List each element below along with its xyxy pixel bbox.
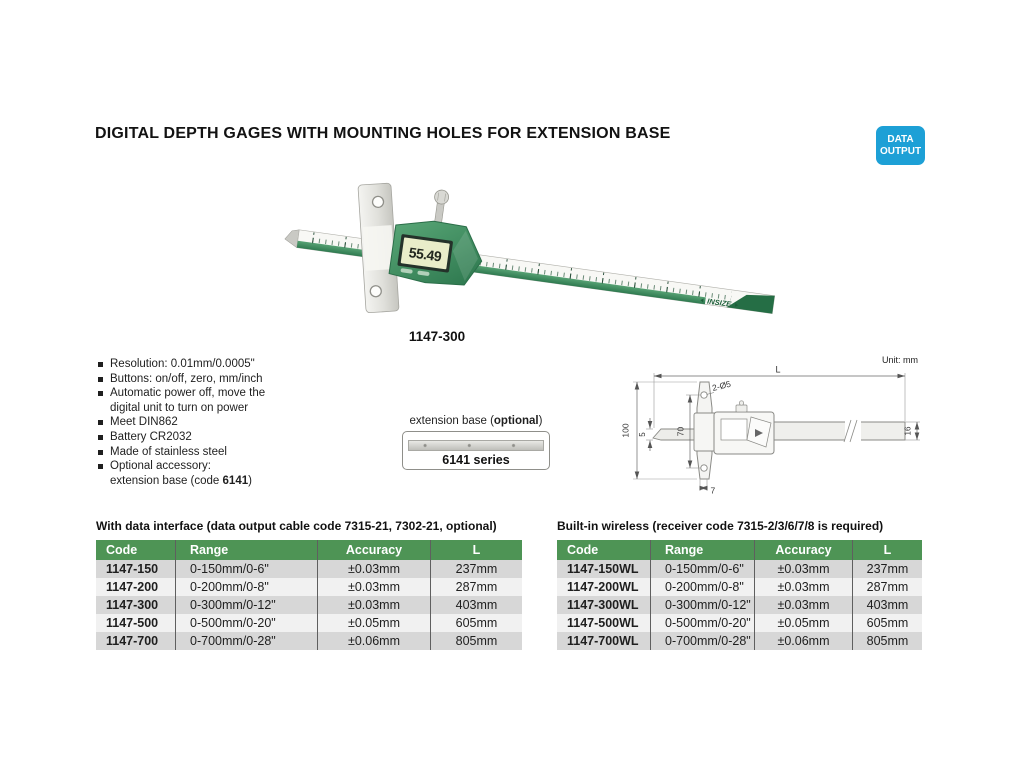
- feature-text: Automatic power off, move the: [110, 387, 266, 400]
- table-cell: ±0.03mm: [754, 578, 852, 596]
- dimension-label-5: 5: [638, 432, 647, 437]
- feature-text: Battery CR2032: [110, 430, 192, 443]
- table-cell: 237mm: [430, 560, 522, 578]
- feature-item: [98, 415, 338, 430]
- feature-text-continued: digital unit to turn on power: [110, 401, 249, 414]
- table-cell: 1147-500: [96, 614, 175, 632]
- column-header: Accuracy: [754, 540, 852, 560]
- table-cell: 1147-200: [96, 578, 175, 596]
- table-cell: 0-150mm/0-6": [650, 560, 754, 578]
- bullet-icon: [98, 450, 103, 455]
- column-header: Accuracy: [317, 540, 430, 560]
- page-title: DIGITAL DEPTH GAGES WITH MOUNTING HOLES FOR EXTENSION BASE: [95, 125, 671, 142]
- table-cell: 0-150mm/0-6": [175, 560, 317, 578]
- table-cell: 805mm: [430, 632, 522, 650]
- extension-label-text: extension base (: [409, 415, 494, 427]
- table-cell: 237mm: [852, 560, 922, 578]
- bullet-icon: [98, 377, 103, 382]
- column-header: Code: [557, 540, 650, 560]
- spec-table-wireless: [557, 540, 922, 650]
- dimension-label-70: 70: [675, 426, 686, 437]
- thumb-wheel: [434, 189, 450, 205]
- table-cell: 0-700mm/0-28": [175, 632, 317, 650]
- feature-code-bold: 6141: [222, 474, 249, 487]
- feature-text: extension base (code: [110, 474, 223, 487]
- bullet-icon: [98, 420, 103, 425]
- table-cell: ±0.03mm: [317, 578, 430, 596]
- table-cell: 1147-150: [96, 560, 175, 578]
- table-cell: 1147-700WL: [557, 632, 650, 650]
- bullet-icon: [98, 464, 103, 469]
- column-header: L: [852, 540, 922, 560]
- product-photo: [280, 170, 820, 350]
- feature-item: [98, 372, 338, 387]
- data-output-badge: [876, 126, 925, 165]
- table-cell: 0-500mm/0-20": [175, 614, 317, 632]
- product-model-caption: 1147-300: [408, 329, 466, 344]
- drawing-unit-label: Unit: mm: [882, 355, 918, 365]
- drawing-hole-bottom: [701, 465, 707, 471]
- table-cell: ±0.05mm: [317, 614, 430, 632]
- dimension-label-L: L: [775, 364, 781, 375]
- mounting-hole-bottom: [370, 285, 382, 297]
- table-title-data-interface: With data interface (data output cable code 7315-21, 7302-21, optional): [96, 519, 497, 533]
- mounting-hole-top: [372, 196, 384, 208]
- column-header: Range: [175, 540, 317, 560]
- table-cell: 0-300mm/0-12": [650, 596, 754, 614]
- table-cell: 1147-150WL: [557, 560, 650, 578]
- table-title-wireless: Built-in wireless (receiver code 7315-2/3/6/7/8 is required): [557, 519, 884, 533]
- feature-text: Meet DIN862: [110, 416, 178, 429]
- dimension-label-100: 100: [620, 423, 631, 438]
- table-cell: 403mm: [852, 596, 922, 614]
- lcd-value: 55.49: [407, 244, 443, 265]
- badge-line-2: OUTPUT: [879, 145, 922, 157]
- extension-label-bold: optional: [493, 415, 539, 427]
- table-cell: ±0.03mm: [317, 560, 430, 578]
- table-cell: ±0.03mm: [754, 596, 852, 614]
- drawing-hole-top: [701, 392, 707, 398]
- feature-item: [98, 459, 338, 474]
- brand-logo: INSIZE: [706, 296, 732, 309]
- dimension-label-16: 16: [903, 426, 913, 436]
- extension-base-image: [408, 440, 544, 451]
- dimension-label-holes: 2-Ø5: [711, 378, 732, 393]
- badge-line-1: DATA: [887, 133, 914, 145]
- table-cell: 1147-200WL: [557, 578, 650, 596]
- drawing-lcd: [721, 419, 747, 440]
- table-cell: 1147-700: [96, 632, 175, 650]
- extension-label-text: ): [538, 415, 543, 427]
- table-cell: 0-300mm/0-12": [175, 596, 317, 614]
- feature-text: Buttons: on/off, zero, mm/inch: [110, 372, 263, 385]
- table-cell: ±0.03mm: [754, 560, 852, 578]
- gage-beam: [284, 228, 775, 315]
- bullet-icon: [98, 435, 103, 440]
- column-header: Code: [96, 540, 175, 560]
- dimension-label-7: 7: [710, 485, 716, 496]
- table-cell: 0-200mm/0-8": [650, 578, 754, 596]
- feature-text: ): [248, 474, 252, 487]
- table-cell: ±0.06mm: [317, 632, 430, 650]
- table-cell: 1147-300: [96, 596, 175, 614]
- table-cell: 0-500mm/0-20": [650, 614, 754, 632]
- table-cell: 605mm: [852, 614, 922, 632]
- table-cell: ±0.05mm: [754, 614, 852, 632]
- table-cell: 1147-500WL: [557, 614, 650, 632]
- technical-drawing: [600, 350, 930, 510]
- feature-text: Made of stainless steel: [110, 445, 227, 458]
- feature-text: Resolution: 0.01mm/0.0005": [110, 358, 255, 370]
- table-cell: 1147-300WL: [557, 596, 650, 614]
- table-cell: 805mm: [852, 632, 922, 650]
- feature-item: [98, 445, 338, 460]
- gage-digital-unit: [389, 184, 491, 289]
- feature-text: Optional accessory:: [110, 460, 211, 473]
- features-list: [98, 357, 338, 488]
- bullet-icon: [98, 362, 103, 367]
- extension-base-label: [396, 415, 556, 427]
- bullet-icon: [98, 391, 103, 396]
- feature-item: [98, 430, 338, 445]
- table-cell: 0-200mm/0-8": [175, 578, 317, 596]
- feature-item: [98, 357, 338, 372]
- drawing-knob: [736, 405, 747, 412]
- table-cell: 403mm: [430, 596, 522, 614]
- feature-item: [98, 386, 338, 401]
- table-cell: 0-700mm/0-28": [650, 632, 754, 650]
- extension-series-label: 6141 series: [442, 453, 510, 467]
- table-cell: ±0.06mm: [754, 632, 852, 650]
- column-header: L: [430, 540, 522, 560]
- table-cell: ±0.03mm: [317, 596, 430, 614]
- table-cell: 287mm: [852, 578, 922, 596]
- feature-text-continued: [110, 474, 338, 489]
- table-cell: 287mm: [430, 578, 522, 596]
- extension-base-box: [402, 431, 550, 470]
- column-header: Range: [650, 540, 754, 560]
- table-cell: 605mm: [430, 614, 522, 632]
- spec-table-data-interface: [96, 540, 522, 650]
